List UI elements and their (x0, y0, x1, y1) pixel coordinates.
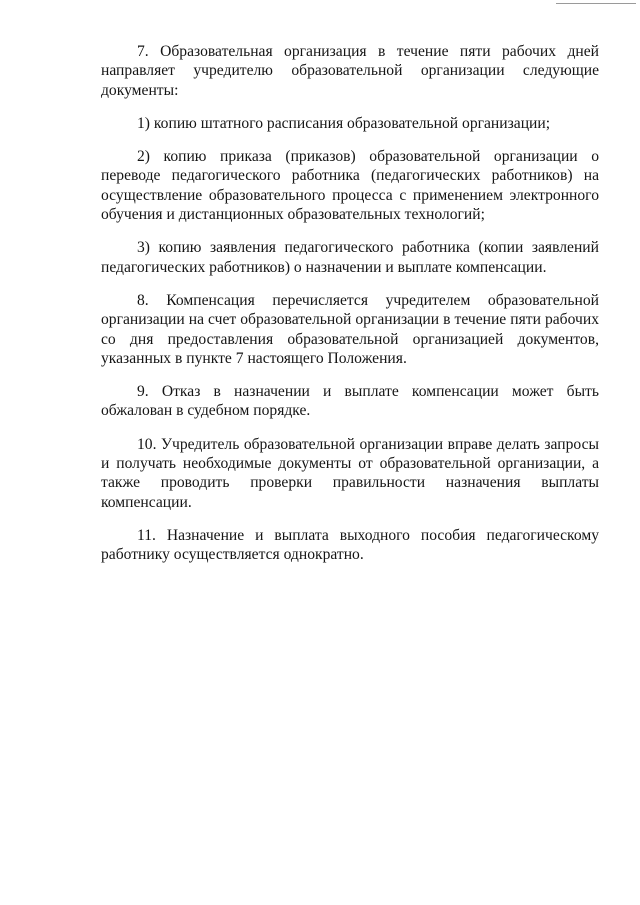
paragraph-item-8: 8. Компенсация перечисляется учредителем образовательной организации на счет образовательной организации в течение пяти рабочих со дня предоставления образовательной организацией документов, указанных в пункте 7 настоящего Положения. (101, 291, 599, 367)
paragraph-item-11: 11. Назначение и выплата выходного пособия педагогическому работнику осуществляется однократно. (101, 526, 599, 564)
paragraph-subitem-3: 3) копию заявления педагогического работника (копии заявлений педагогических работников) о назначении и выплате компенсации. (101, 239, 599, 276)
paragraph-subitem-1: 1) копию штатного расписания образовательной организации; (137, 114, 551, 132)
paragraph-item-10: 10. Учредитель образовательной организации вправе делать запросы и получать необходимые документы от образовательной организации, а также проводить проверки правильности назначения выплаты компенсации. (101, 435, 599, 511)
paragraph-item-7: 7. Образовательная организация в течение пяти рабочих дней направляет учредителю образовательной организации следующие документы: (101, 43, 599, 99)
document-body (101, 42, 599, 579)
paragraph-subitem-2: 2) копию приказа (приказов) образовательной организации о переводе педагогического работника (педагогических работников) на осуществление образовательного процесса с применением электронного обучения и дистанционных образовательных технологий; (101, 148, 599, 224)
paragraph-item-9: 9. Отказ в назначении и выплате компенсации может быть обжалован в судебном порядке. (101, 383, 599, 420)
scan-edge-mark (556, 3, 636, 4)
